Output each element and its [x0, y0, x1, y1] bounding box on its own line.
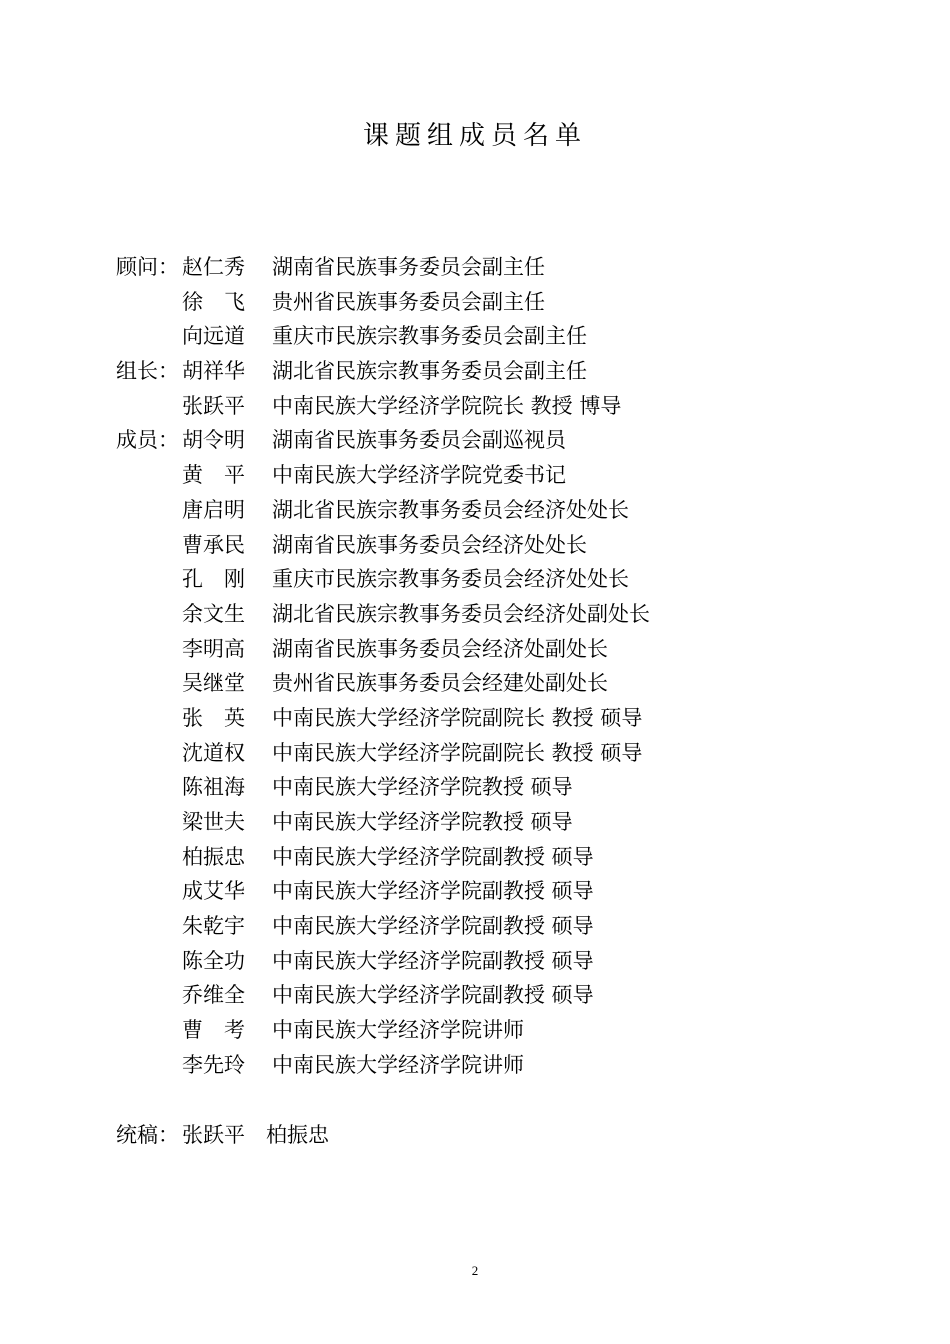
member-title: 湖南省民族事务委员会副巡视员	[272, 428, 566, 453]
roster-row	[116, 1048, 816, 1083]
roster-row	[116, 701, 816, 736]
member-title: 中南民族大学经济学院副教授 硕导	[272, 879, 594, 904]
roster-row	[116, 978, 816, 1013]
role-label	[116, 909, 182, 944]
member-name: 赵仁秀	[182, 255, 245, 279]
member-title: 中南民族大学经济学院院长 教授 博导	[272, 393, 622, 418]
role-label	[116, 736, 182, 771]
roster-row	[116, 562, 816, 597]
member-title: 中南民族大学经济学院讲师	[272, 1052, 524, 1077]
member-title: 中南民族大学经济学院副教授 硕导	[272, 948, 594, 973]
role-label	[116, 319, 182, 354]
member-name: 张跃平	[182, 393, 245, 418]
roster-row	[116, 389, 816, 424]
compiler-line	[116, 1118, 329, 1153]
member-name: 向远道	[182, 324, 245, 349]
member-name: 孔 刚	[182, 567, 245, 592]
roster-row	[116, 1013, 816, 1048]
role-label	[116, 285, 182, 320]
roster-row	[116, 909, 816, 944]
member-title: 中南民族大学经济学院副院长 教授 硕导	[272, 705, 643, 730]
page-title: 课题组成员名单	[362, 121, 587, 151]
roster-row	[116, 597, 816, 632]
member-name: 曹 考	[182, 1018, 245, 1043]
role-label	[116, 528, 182, 563]
role-label: 成员：	[116, 428, 179, 453]
compiler-names: 张跃平 柏振忠	[182, 1123, 329, 1147]
member-name: 陈祖海	[182, 775, 245, 800]
member-name: 吴继堂	[182, 671, 245, 696]
member-title: 中南民族大学经济学院教授 硕导	[272, 775, 573, 800]
member-title: 湖南省民族事务委员会副主任	[272, 255, 545, 279]
member-name: 乔维全	[182, 983, 245, 1008]
role-label	[116, 805, 182, 840]
role-label	[116, 632, 182, 667]
role-label	[116, 562, 182, 597]
member-title: 重庆市民族宗教事务委员会经济处处长	[272, 567, 629, 592]
member-name: 柏振忠	[182, 844, 245, 869]
role-label	[116, 666, 182, 701]
roster-row	[116, 285, 816, 320]
member-title: 中南民族大学经济学院副院长 教授 硕导	[272, 740, 643, 765]
member-name: 李先玲	[182, 1052, 245, 1077]
member-title: 中南民族大学经济学院党委书记	[272, 463, 566, 488]
member-name: 徐 飞	[182, 289, 245, 314]
member-name: 张 英	[182, 705, 245, 730]
member-title: 重庆市民族宗教事务委员会副主任	[272, 324, 587, 349]
compiler-label: 统稿：	[116, 1123, 179, 1147]
roster-row	[116, 458, 816, 493]
member-name: 余文生	[182, 601, 245, 626]
member-name: 黄 平	[182, 463, 245, 488]
roster-row	[116, 319, 816, 354]
member-name: 胡令明	[182, 428, 245, 453]
roster-row	[116, 874, 816, 909]
member-title: 中南民族大学经济学院副教授 硕导	[272, 983, 594, 1008]
member-title: 中南民族大学经济学院副教授 硕导	[272, 914, 594, 939]
role-label	[116, 458, 182, 493]
role-label	[116, 493, 182, 528]
roster-row	[116, 250, 816, 285]
roster-row	[116, 423, 816, 458]
roster-row	[116, 528, 816, 563]
role-label	[116, 597, 182, 632]
member-name: 沈道权	[182, 740, 245, 765]
roster-row	[116, 666, 816, 701]
member-title: 中南民族大学经济学院副教授 硕导	[272, 844, 594, 869]
member-name: 李明高	[182, 636, 245, 661]
role-label	[116, 944, 182, 979]
role-label	[116, 840, 182, 875]
member-title: 湖南省民族事务委员会经济处副处长	[272, 636, 608, 661]
member-title: 中南民族大学经济学院讲师	[272, 1018, 524, 1043]
roster-row	[116, 736, 816, 771]
role-label	[116, 770, 182, 805]
member-title: 湖北省民族宗教事务委员会副主任	[272, 359, 587, 384]
role-label: 顾问：	[116, 255, 179, 279]
roster-row	[116, 770, 816, 805]
roster-row	[116, 805, 816, 840]
member-name: 曹承民	[182, 532, 245, 557]
role-label: 组长：	[116, 359, 179, 384]
member-name: 成艾华	[182, 879, 245, 904]
role-label	[116, 1013, 182, 1048]
member-title: 贵州省民族事务委员会副主任	[272, 289, 545, 314]
member-title: 湖北省民族宗教事务委员会经济处处长	[272, 497, 629, 522]
roster-row	[116, 840, 816, 875]
member-name: 朱乾宇	[182, 914, 245, 939]
member-name: 陈全功	[182, 948, 245, 973]
roster-row	[116, 944, 816, 979]
member-name: 梁世夫	[182, 810, 245, 834]
member-name: 胡祥华	[182, 359, 245, 384]
role-label	[116, 978, 182, 1013]
member-title: 中南民族大学经济学院教授 硕导	[272, 810, 573, 834]
role-label	[116, 701, 182, 736]
member-title: 湖北省民族宗教事务委员会经济处副处长	[272, 601, 650, 626]
roster-row	[116, 493, 816, 528]
page-number: 2	[471, 1263, 479, 1278]
member-roster	[116, 250, 816, 1083]
member-name: 唐启明	[182, 497, 245, 522]
role-label	[116, 874, 182, 909]
roster-row	[116, 354, 816, 389]
roster-row	[116, 632, 816, 667]
role-label	[116, 389, 182, 424]
member-title: 湖南省民族事务委员会经济处处长	[272, 532, 587, 557]
role-label	[116, 1048, 182, 1083]
member-title: 贵州省民族事务委员会经建处副处长	[272, 671, 608, 696]
